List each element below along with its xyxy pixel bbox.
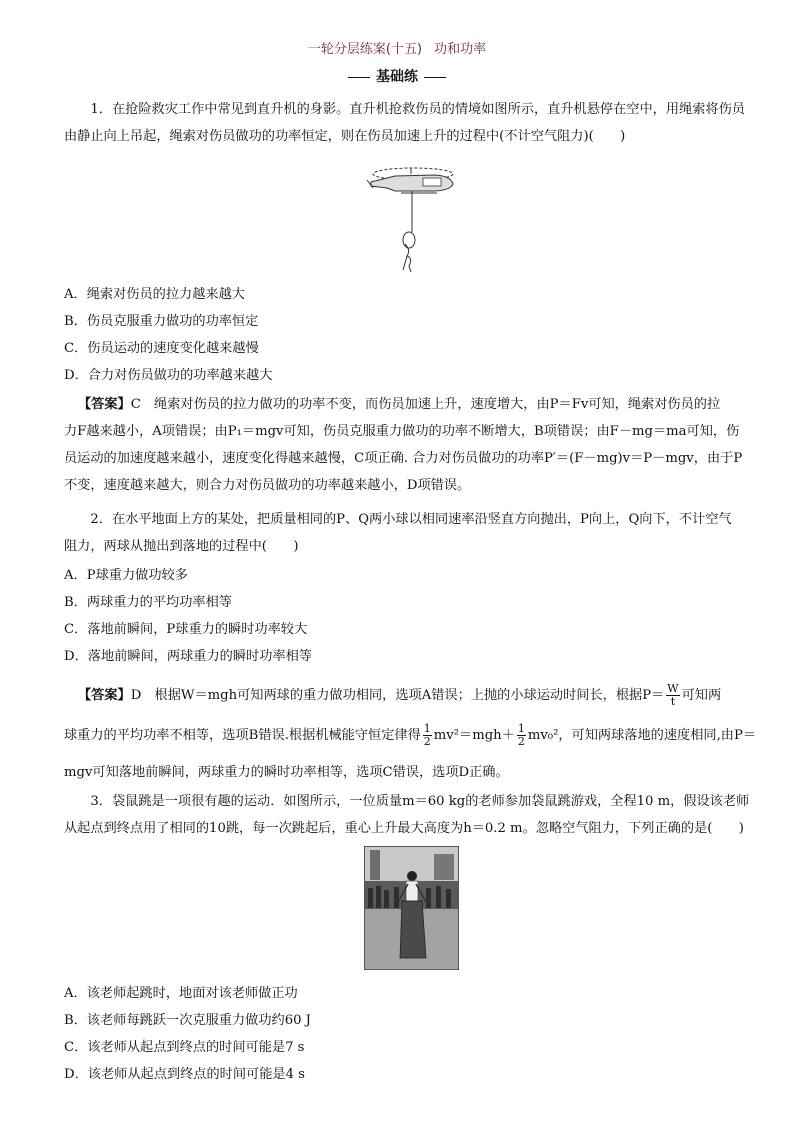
q1-answer-line3: 员运动的加速度越来越小，速度变化得越来越慢，C项正确. 合力对伤员做功的功率P′＝(F－mg)v＝P－mgv，由于P	[64, 451, 743, 466]
answer-label: 【答案】	[78, 397, 131, 412]
answer-label: 【答案】	[78, 688, 131, 703]
q2-answer-line3: mgv可知落地前瞬间，两球重力的瞬时功率相等，选项C错误，选项D正确。	[64, 765, 509, 780]
q2-option-a: A．P球重力做功较多	[64, 568, 188, 583]
q1-answer-line1	[78, 391, 760, 418]
title-topic: 功和功率	[434, 42, 487, 57]
q3-stem-line1: 3．袋鼠跳是一项很有趣的运动．如图所示，一位质量m＝60 kg的老师参加袋鼠跳游戏，全程10 m，假设该老师	[90, 794, 750, 809]
page-title	[0, 38, 794, 57]
section-label: 基础练	[376, 69, 418, 85]
q1-answer-text: C 绳索对伤员的拉力做功的功率不变，而伤员加速上升，速度增大，由P＝Fv可知，绳索对伤员的拉	[130, 397, 721, 412]
half-fraction: $\frac{1}{2}$	[517, 722, 525, 748]
q2-answer-text-a: D 根据W＝mgh可知两球的重力做功相同，选项A错误；上抛的小球运动时间长，根据P＝	[130, 688, 665, 703]
q3-option-a: A．该老师起跳时，地面对该老师做正功	[64, 986, 298, 1001]
q1-stem-line2: 由静止向上吊起，绳索对伤员做功的功率恒定，则在伤员加速上升的过程中(不计空气阻力)( )	[64, 129, 626, 144]
q1-option-c: C．伤员运动的速度变化越来越慢	[64, 341, 259, 356]
right-rule	[424, 77, 446, 78]
helicopter-rescue-figure	[365, 160, 465, 278]
q3-option-b: B．该老师每跳跃一次克服重力做功约60 J	[64, 1013, 311, 1028]
q2-stem-line2: 阻力，两球从抛出到落地的过程中( )	[64, 539, 299, 554]
q2-answer-line1	[78, 682, 760, 709]
title-main: 一轮分层练案(十五)	[307, 42, 423, 57]
power-fraction: $\frac{W}{t}$	[667, 682, 679, 708]
q3-option-c: C．该老师从起点到终点的时间可能是7 s	[64, 1040, 305, 1055]
q1-stem-line1: 1．在抢险救灾工作中常见到直升机的身影。直升机抢救伤员的情境如图所示，直升机悬停在空中，用绳索将伤员	[90, 102, 745, 117]
q1-option-d: D．合力对伤员做功的功率越来越大	[64, 368, 273, 383]
q2-stem-line1: 2．在水平地面上方的某处，把质量相同的P、Q两小球以相同速率沿竖直方向抛出，P向上，Q向下，不计空气	[90, 512, 732, 527]
q1-answer-line2: 力F越来越小，A项错误；由P₁＝mgv可知，伤员克服重力做功的功率不断增大，B项错误；由F－mg＝ma可知，伤	[64, 424, 740, 439]
q3-stem-line2: 从起点到终点用了相同的10跳，每一次跳起后，重心上升最大高度为h＝0.2 m。忽略空气阻力，下列正确的是( )	[64, 821, 744, 836]
q2-option-c: C．落地前瞬间，P球重力的瞬时功率较大	[64, 622, 308, 637]
q1-answer-line4: 不变，速度越来越大，则合力对伤员做功的功率越来越小，D项错误。	[64, 478, 471, 493]
sack-race-photo	[364, 846, 459, 970]
q2-option-d: D．落地前瞬间，两球重力的瞬时功率相等	[64, 649, 312, 664]
section-heading	[0, 66, 794, 86]
left-rule	[348, 77, 370, 78]
q1-option-b: B．伤员克服重力做功的功率恒定	[64, 314, 259, 329]
q2-option-b: B．两球重力的平均功率相等	[64, 595, 232, 610]
q2-answer-line2: 球重力的平均功率不相等，选项B错误.根据机械能守恒定律得 $\frac{1}{2}$ mv²＝mgh＋ $\frac{1}{2}$ mv₀²，可知两球落地的速度相同,由P＝	[64, 722, 757, 748]
half-fraction: $\frac{1}{2}$	[423, 722, 431, 748]
q2-answer-text-b: 可知两	[681, 688, 722, 703]
q1-option-a: A．绳索对伤员的拉力越来越大	[64, 287, 245, 302]
q3-option-d: D．该老师从起点到终点的时间可能是4 s	[64, 1067, 305, 1082]
